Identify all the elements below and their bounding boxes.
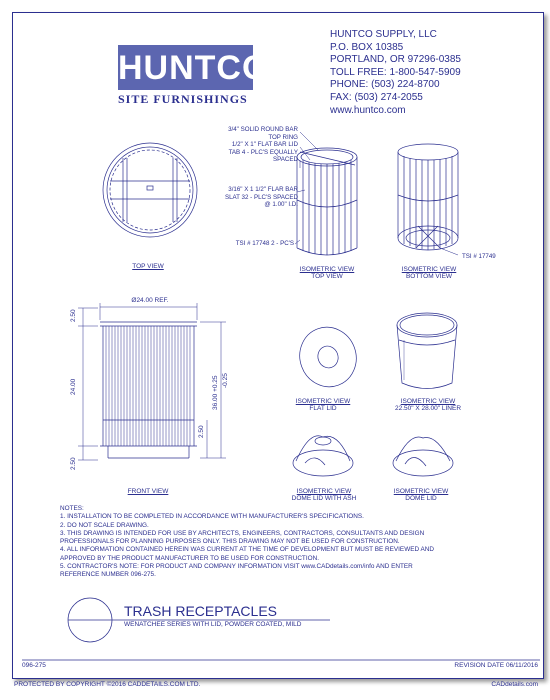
label-top-view: TOP VIEW [132, 263, 164, 270]
front-view-drawing [100, 322, 197, 458]
label-iso-top-line1: ISOMETRIC VIEW [299, 266, 355, 273]
dim-foot: 2.50 [198, 425, 205, 438]
company-toll-free: TOLL FREE: 1-800-547-5909 [330, 66, 461, 78]
brand-logo: HUNTCO [118, 49, 270, 87]
company-po-box: P.O. BOX 10385 [330, 41, 404, 53]
brand-tagline: SITE FURNISHINGS [118, 92, 248, 106]
drawing-number: 096-275 [22, 662, 46, 669]
dim-body-height: 24.00 [70, 378, 77, 395]
site-link[interactable]: CADdetails.com [491, 681, 538, 688]
callouts-slat [180, 186, 298, 209]
label-dome-lid-line1: ISOMETRIC VIEW [393, 488, 449, 495]
label-iso-top-line2: TOP VIEW [311, 273, 343, 280]
note-line: 3. THIS DRAWING IS INTENDED FOR USE BY ARCHITECTS, ENGINEERS, CONTRACTORS, CONSULTANTS AND DESIGN [60, 529, 425, 537]
liner-drawing [397, 313, 457, 389]
dim-diameter: Ø24.00 REF. [131, 297, 169, 304]
dim-bottom-gap: 2.50 [70, 457, 77, 470]
callout-tsi-bottom: TSI # 17749 [462, 253, 496, 260]
copyright: PROTECTED BY COPYRIGHT ©2016 CADDETAILS.COM LTD. [14, 681, 201, 688]
drawing-subtitle: WENATCHEE SERIES WITH LID, POWDER COATED, MILD [124, 621, 302, 628]
label-iso-bottom-line1: ISOMETRIC VIEW [401, 266, 457, 273]
notes-heading: NOTES: [60, 505, 84, 512]
callouts-top [180, 126, 298, 164]
callout-flat-bar-lid: 1/2" X 1" FLAT BAR LID [231, 141, 298, 148]
label-dome-lid-line2: DOME LID [405, 495, 437, 502]
label-front-view: FRONT VIEW [127, 488, 169, 495]
company-fax: FAX: (503) 274-2055 [330, 91, 423, 103]
note-line: 5. CONTRACTOR'S NOTE: FOR PRODUCT AND COMPANY INFORMATION VISIT www.CADdetails.com/info AND ENTER [60, 563, 413, 571]
company-website[interactable]: www.huntco.com [330, 104, 406, 116]
note-line: 4. ALL INFORMATION CONTAINED HEREIN WAS CURRENT AT THE TIME OF DEVELOPMENT BUT MUST BE REVIEWED AND [60, 546, 435, 554]
label-liner-line1: ISOMETRIC VIEW [400, 398, 456, 405]
callout-slat: SLAT 32 - PLC'S SPACED [224, 193, 298, 201]
front-view-slats [106, 326, 190, 446]
company-name: HUNTCO SUPPLY, LLC [330, 29, 437, 40]
callout-flar-bar: 3/16" X 1 1/2" FLAR BAR [228, 186, 298, 193]
callout-solid-bar: 3/4" SOLID ROUND BAR [228, 126, 298, 133]
label-dome-ash-line1: ISOMETRIC VIEW [296, 488, 352, 495]
label-flat-lid-line1: ISOMETRIC VIEW [295, 398, 351, 405]
note-line: 2. DO NOT SCALE DRAWING. [60, 521, 149, 529]
dome-lid-drawing [393, 437, 453, 476]
label-dome-ash [282, 488, 366, 502]
isometric-bottom-drawing [398, 144, 458, 250]
label-iso-bottom [392, 266, 466, 280]
dim-overall-height: 36.00 +0.25 [212, 375, 219, 410]
label-flat-lid [286, 398, 360, 412]
dome-lid-ash-drawing [293, 436, 353, 476]
note-line: REFERENCE NUMBER 096-275. [60, 571, 156, 579]
label-liner-line2: 22.50" X 28.00" LINER [394, 405, 462, 412]
dim-top-gap: 2.50 [70, 309, 77, 322]
callout-tsi-top: TSI # 17748 2 - PC'S [235, 240, 294, 247]
label-iso-top [290, 266, 364, 280]
company-phone: PHONE: (503) 224-8700 [330, 79, 440, 91]
company-city: PORTLAND, OR 97296-0385 [330, 54, 461, 66]
callout-tab-spaced: SPACED [273, 156, 298, 163]
label-dome-lid [384, 488, 458, 502]
note-line: PROFESSIONALS FOR PLANNING PURPOSES ONLY. THIS DRAWING MAY NOT BE USED FOR CONSTRUCTION. [60, 538, 400, 546]
note-line: APPROVED BY THE PRODUCT MANUFACTURER TO BE USED FOR CONSTRUCTION. [60, 554, 319, 562]
label-flat-lid-line2: FLAT LID [309, 405, 337, 412]
callout-tab: TAB 4 - PLC'S EQUALLY [228, 148, 298, 156]
notes-block [60, 505, 480, 580]
note-line: 1. INSTALLATION TO BE COMPLETED IN ACCORDANCE WITH MANUFACTURER'S SPECIFICATIONS. [60, 513, 364, 521]
isometric-top-drawing [297, 148, 357, 255]
flat-lid-drawing [291, 319, 364, 395]
revision-date: REVISION DATE 06/11/2016 [454, 662, 538, 669]
label-dome-ash-line2: DOME LID WITH ASH [291, 495, 357, 502]
label-iso-bottom-line2: BOTTOM VIEW [405, 273, 453, 280]
drawing-title: TRASH RECEPTACLES [124, 603, 277, 619]
label-liner [383, 398, 473, 412]
dim-height-tolerance: -0.25 [222, 373, 229, 388]
callout-top-ring: TOP RING [268, 133, 298, 141]
callout-slat-spacing: @ 1.00" I.D. [264, 201, 298, 208]
